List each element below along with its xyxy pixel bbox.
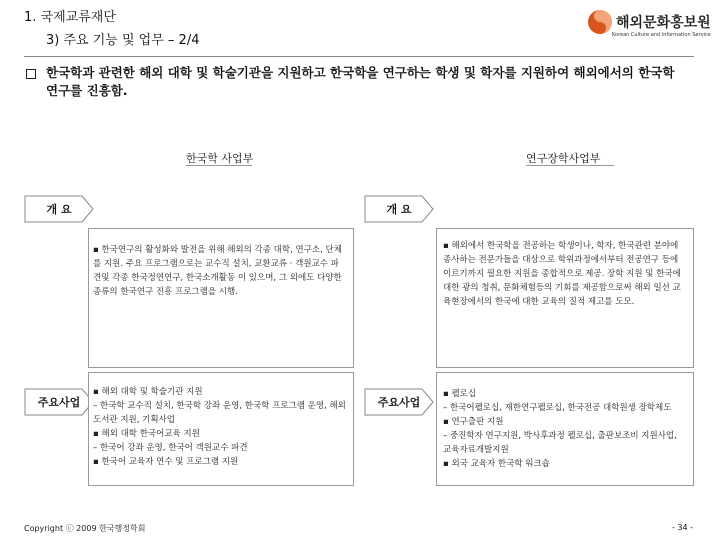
list-item: ▪ 펠로십	[443, 389, 477, 399]
right-overview-tag-label: 개 요	[386, 203, 412, 216]
left-dept-title: 한국학 사업부	[186, 152, 254, 165]
right-main-panel	[436, 372, 694, 486]
right-main-tag	[364, 388, 434, 416]
left-main-panel	[88, 372, 354, 486]
left-main-tag	[24, 388, 94, 416]
left-overview-text: ▪ 한국연구의 활성화와 발전을 위해 해외의 각종 대학, 연구소, 단체를 지원. 주요 프로그램으로는 교수직 설치, 교환교류 · 객원교수 파견및 각종 한국정연연구, 한국소개활동 이 있으며, 그 외에도 다양한 종류의 한국연구 진흥 프로그램을 시행.	[93, 245, 342, 297]
page-title-line1: 1. 국제교류재단	[24, 10, 116, 25]
right-overview-text: ▪ 해외에서 한국학을 전공하는 학생이나, 학자, 한국관련 분야에 종사하는 전문가들을 대상으로 학위과정에서부터 전공연구 등에 이르기까지 필요한 지원을 종합적으로 제공. 장학 지원 및 한국에 대한 광의 청취, 문화체험등의 기회를 제공함으로써 해외 일선 교육현장에서의 한국에 대한 교육의 질적 제고를 도모.	[443, 241, 681, 307]
right-overview-panel	[436, 228, 694, 368]
list-item: ▪ 연구출판 지원	[443, 417, 504, 427]
logo-subtitle: Korean Culture and Information Service	[612, 32, 711, 38]
list-item: ▪ 해외 대학 및 학술기관 지원	[93, 387, 203, 397]
list-item: – 한국학 교수직 설치, 한국학 강좌 운영, 한국학 프로그램 운영, 해외 도서관 지원, 기획사업	[93, 401, 346, 425]
left-main-tag-label: 주요사업	[37, 396, 81, 409]
right-dept-underline	[526, 165, 614, 166]
left-overview-tag	[24, 195, 94, 223]
page-number: - 34 -	[672, 523, 694, 532]
list-item: ▪ 해외 대학 한국어교육 지원	[93, 429, 200, 439]
list-item: – 한국어펠로십, 재한연구펠로십, 한국전공 대학원생 장학제도	[443, 403, 672, 413]
list-item: – 중진학자 연구지원, 박사후과정 펠로십, 출판보조비 지원사업, 교육자료개발지원	[443, 431, 677, 455]
right-dept-title: 연구장학사업부	[526, 152, 601, 165]
right-overview-tag	[364, 195, 434, 223]
list-item: – 한국어 강좌 운영, 한국어 객원교수 파견	[93, 443, 248, 453]
right-main-list	[443, 387, 687, 471]
header-divider	[24, 56, 694, 57]
left-overview-tag-label: 개 요	[46, 203, 72, 216]
left-overview-panel	[88, 228, 354, 368]
footer-copyright: Copyright ⓒ 2009 한국행정학회	[24, 524, 146, 533]
left-dept-underline	[186, 165, 252, 166]
logo-name: 해외문화홍보원	[616, 15, 711, 31]
page-title-line2: 3) 주요 기능 및 업무 – 2/4	[46, 33, 200, 48]
list-item: ▪ 한국어 교육자 연수 및 프로그램 지원	[93, 457, 239, 467]
left-main-list	[93, 385, 347, 469]
logo-mark-icon	[586, 8, 614, 36]
list-item: ▪ 외국 교육자 한국학 워크숍	[443, 459, 550, 469]
intro-text: 한국학과 관련한 해외 대학 및 학술기관을 지원하고 한국학을 연구하는 학생 및 학자를 지원하여 해외에서의 한국학 연구를 진흥함.	[46, 65, 675, 98]
checkbox-bullet-icon	[26, 69, 36, 79]
right-main-tag-label: 주요사업	[377, 396, 421, 409]
